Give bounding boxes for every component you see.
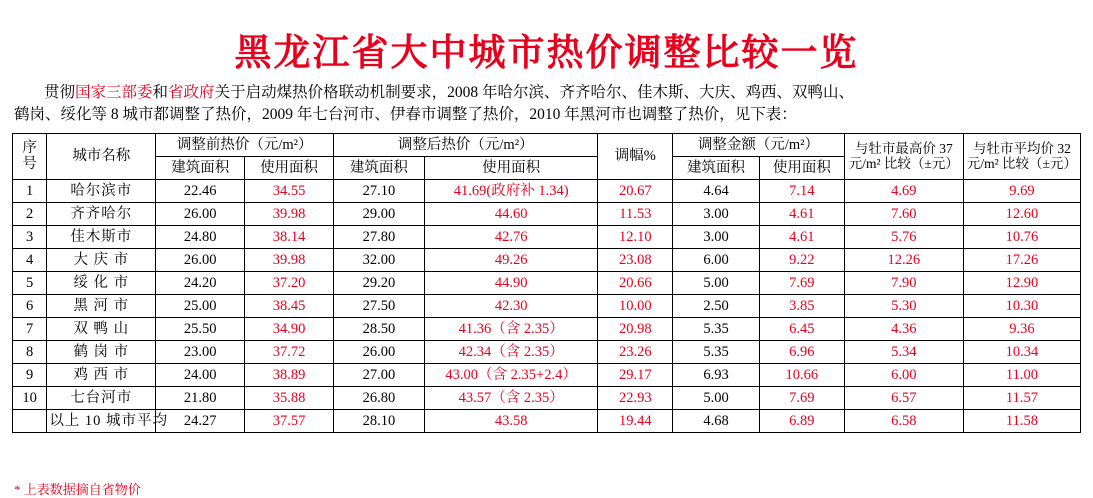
cell-no: 5 [13,271,47,294]
cell-amount-build: 5.00 [673,271,760,294]
cell-before-build: 24.27 [156,409,245,432]
cell-compare-max: 4.69 [844,179,963,202]
cell-before-use: 39.98 [245,248,334,271]
cell-city: 鸡 西 市 [47,363,156,386]
cell-no: 4 [13,248,47,271]
cell-rate: 10.00 [598,294,673,317]
cell-amount-build: 3.00 [673,225,760,248]
cell-compare-max: 6.58 [844,409,963,432]
cell-compare-avg: 9.36 [963,317,1080,340]
cell-before-build: 24.00 [156,363,245,386]
intro-text-pre: 贯彻 [44,84,76,101]
cell-compare-avg: 17.26 [963,248,1080,271]
cell-compare-avg: 10.76 [963,225,1080,248]
cell-rate: 22.93 [598,386,673,409]
table-row [13,386,1081,409]
cell-city: 齐齐哈尔 [47,202,156,225]
cell-after-use: 44.60 [424,202,598,225]
cell-rate: 29.17 [598,363,673,386]
cell-after-build: 27.50 [333,294,424,317]
cell-compare-max: 5.76 [844,225,963,248]
header-after-use-area: 使用面积 [424,156,598,179]
cell-rate: 23.08 [598,248,673,271]
table-row [13,294,1081,317]
cell-rate: 20.98 [598,317,673,340]
cell-after-use: 43.57（含 2.35） [424,386,598,409]
cell-after-use: 41.69(政府补 1.34) [424,179,598,202]
cell-compare-max: 6.00 [844,363,963,386]
cell-before-use: 37.20 [245,271,334,294]
intro-highlight-provincial-gov: 省政府 [168,84,215,101]
cell-no: 10 [13,386,47,409]
cell-rate: 20.67 [598,179,673,202]
header-no-line2: 号 [22,156,37,173]
cell-amount-build: 6.00 [673,248,760,271]
cell-amount-build: 5.35 [673,340,760,363]
cell-after-build: 28.10 [333,409,424,432]
cell-compare-avg: 12.60 [963,202,1080,225]
header-before-use-area: 使用面积 [245,156,334,179]
cell-before-use: 39.98 [245,202,334,225]
cell-before-build: 26.00 [156,202,245,225]
cell-rate: 19.44 [598,409,673,432]
header-amount-use-area: 使用面积 [759,156,844,179]
table-row [13,202,1081,225]
cell-city: 双 鸭 山 [47,317,156,340]
cell-after-build: 28.50 [333,317,424,340]
cell-before-use: 34.90 [245,317,334,340]
header-no-line1: 序 [22,139,37,156]
cell-amount-build: 2.50 [673,294,760,317]
cell-city: 哈尔滨市 [47,179,156,202]
header-after-price: 调整后热价（元/m²） [333,133,597,156]
cell-amount-use: 7.69 [759,386,844,409]
header-city: 城市名称 [47,133,156,179]
cell-compare-avg: 11.57 [963,386,1080,409]
cell-after-build: 27.80 [333,225,424,248]
table-container [0,133,1093,433]
intro-text-mid: 和 [152,84,169,101]
cell-compare-avg: 11.00 [963,363,1080,386]
cell-compare-max: 5.30 [844,294,963,317]
cell-no: 2 [13,202,47,225]
cell-no: 3 [13,225,47,248]
cell-rate: 12.10 [598,225,673,248]
cell-after-build: 29.20 [333,271,424,294]
header-no [13,133,47,179]
cell-amount-build: 4.68 [673,409,760,432]
cell-city: 以上 10 城市平均 [47,409,156,432]
page-title: 黑龙江省大中城市热价调整比较一览 [234,32,859,73]
cell-compare-max: 12.26 [844,248,963,271]
header-compare-avg: 与牡市平均价 32 元/m² 比较（±元） [963,133,1080,179]
cell-before-build: 24.80 [156,225,245,248]
cell-compare-avg: 11.58 [963,409,1080,432]
table-row [13,317,1081,340]
cell-after-use: 41.36（含 2.35） [424,317,598,340]
cell-amount-build: 5.35 [673,317,760,340]
cell-compare-avg: 10.30 [963,294,1080,317]
cell-amount-build: 3.00 [673,202,760,225]
table-header-row-1 [13,133,1081,156]
cell-rate: 23.26 [598,340,673,363]
cell-after-build: 26.80 [333,386,424,409]
cell-compare-avg: 9.69 [963,179,1080,202]
cell-amount-use: 4.61 [759,202,844,225]
cell-city: 绥 化 市 [47,271,156,294]
header-amount: 调整金额（元/m²） [673,133,845,156]
cell-before-use: 38.89 [245,363,334,386]
cell-city: 鹤 岗 市 [47,340,156,363]
header-before-price: 调整前热价（元/m²） [156,133,334,156]
cell-after-use: 43.00（含 2.35+2.4） [424,363,598,386]
table-head [13,133,1081,179]
cell-compare-max: 6.57 [844,386,963,409]
cell-before-use: 37.57 [245,409,334,432]
cell-amount-build: 5.00 [673,386,760,409]
heat-price-table [12,133,1081,433]
header-amount-build-area: 建筑面积 [673,156,760,179]
table-row [13,340,1081,363]
cell-no [13,409,47,432]
cell-before-use: 38.14 [245,225,334,248]
cell-compare-max: 7.90 [844,271,963,294]
cell-no: 6 [13,294,47,317]
cell-after-use: 42.76 [424,225,598,248]
cell-after-build: 26.00 [333,340,424,363]
header-compare-max: 与牡市最高价 37 元/m² 比较（±元） [844,133,963,179]
cell-amount-use: 9.22 [759,248,844,271]
cell-amount-use: 6.89 [759,409,844,432]
cell-before-build: 26.00 [156,248,245,271]
cell-compare-avg: 12.90 [963,271,1080,294]
cell-amount-use: 4.61 [759,225,844,248]
header-rate: 调幅% [598,133,673,179]
cell-city: 佳木斯市 [47,225,156,248]
cell-before-use: 37.72 [245,340,334,363]
cell-after-use: 44.90 [424,271,598,294]
table-row [13,179,1081,202]
cell-amount-build: 6.93 [673,363,760,386]
table-body [13,179,1081,432]
intro-text-post: 关于启动煤热价格联动机制要求，2008 年哈尔滨、齐齐哈尔、佳木斯、大庆、鸡西、双鸭山、 [214,84,854,101]
cell-after-build: 32.00 [333,248,424,271]
cell-after-use: 42.30 [424,294,598,317]
cell-rate: 11.53 [598,202,673,225]
table-row [13,271,1081,294]
header-after-build-area: 建筑面积 [333,156,424,179]
cell-no: 8 [13,340,47,363]
cell-city: 七台河市 [47,386,156,409]
cell-amount-build: 4.64 [673,179,760,202]
cell-compare-max: 4.36 [844,317,963,340]
cell-before-build: 22.46 [156,179,245,202]
cell-before-build: 23.00 [156,340,245,363]
intro-text-line2: 鹤岗、绥化等 8 城市都调整了热价，2009 年七台河市、伊春市调整了热价，2010 年黑河市也调整了热价，见下表： [14,106,797,124]
cell-after-build: 29.00 [333,202,424,225]
cell-before-build: 25.00 [156,294,245,317]
table-row [13,225,1081,248]
cell-before-build: 24.20 [156,271,245,294]
cell-city: 大 庆 市 [47,248,156,271]
table-row [13,248,1081,271]
cell-after-use: 42.34（含 2.35） [424,340,598,363]
cell-amount-use: 6.45 [759,317,844,340]
cell-after-use: 43.58 [424,409,598,432]
cell-after-build: 27.10 [333,179,424,202]
intro-highlight-ministries: 国家三部委 [75,84,153,101]
cell-no: 1 [13,179,47,202]
header-before-build-area: 建筑面积 [156,156,245,179]
cell-after-build: 27.00 [333,363,424,386]
cell-rate: 20.66 [598,271,673,294]
cell-before-use: 35.88 [245,386,334,409]
intro-paragraph [0,82,1093,127]
cell-compare-avg: 10.34 [963,340,1080,363]
cell-before-build: 25.50 [156,317,245,340]
cell-before-use: 38.45 [245,294,334,317]
cell-amount-use: 7.69 [759,271,844,294]
cell-compare-max: 5.34 [844,340,963,363]
cell-amount-use: 6.96 [759,340,844,363]
cell-amount-use: 7.14 [759,179,844,202]
cell-after-use: 49.26 [424,248,598,271]
cell-no: 9 [13,363,47,386]
footnote: * 上表数据摘自省物价 [14,482,141,497]
table-row [13,409,1081,432]
cell-before-build: 21.80 [156,386,245,409]
cell-city: 黑 河 市 [47,294,156,317]
cell-no: 7 [13,317,47,340]
cell-amount-use: 3.85 [759,294,844,317]
table-row [13,363,1081,386]
cell-compare-max: 7.60 [844,202,963,225]
cell-before-use: 34.55 [245,179,334,202]
document-page [0,22,1093,496]
cell-amount-use: 10.66 [759,363,844,386]
